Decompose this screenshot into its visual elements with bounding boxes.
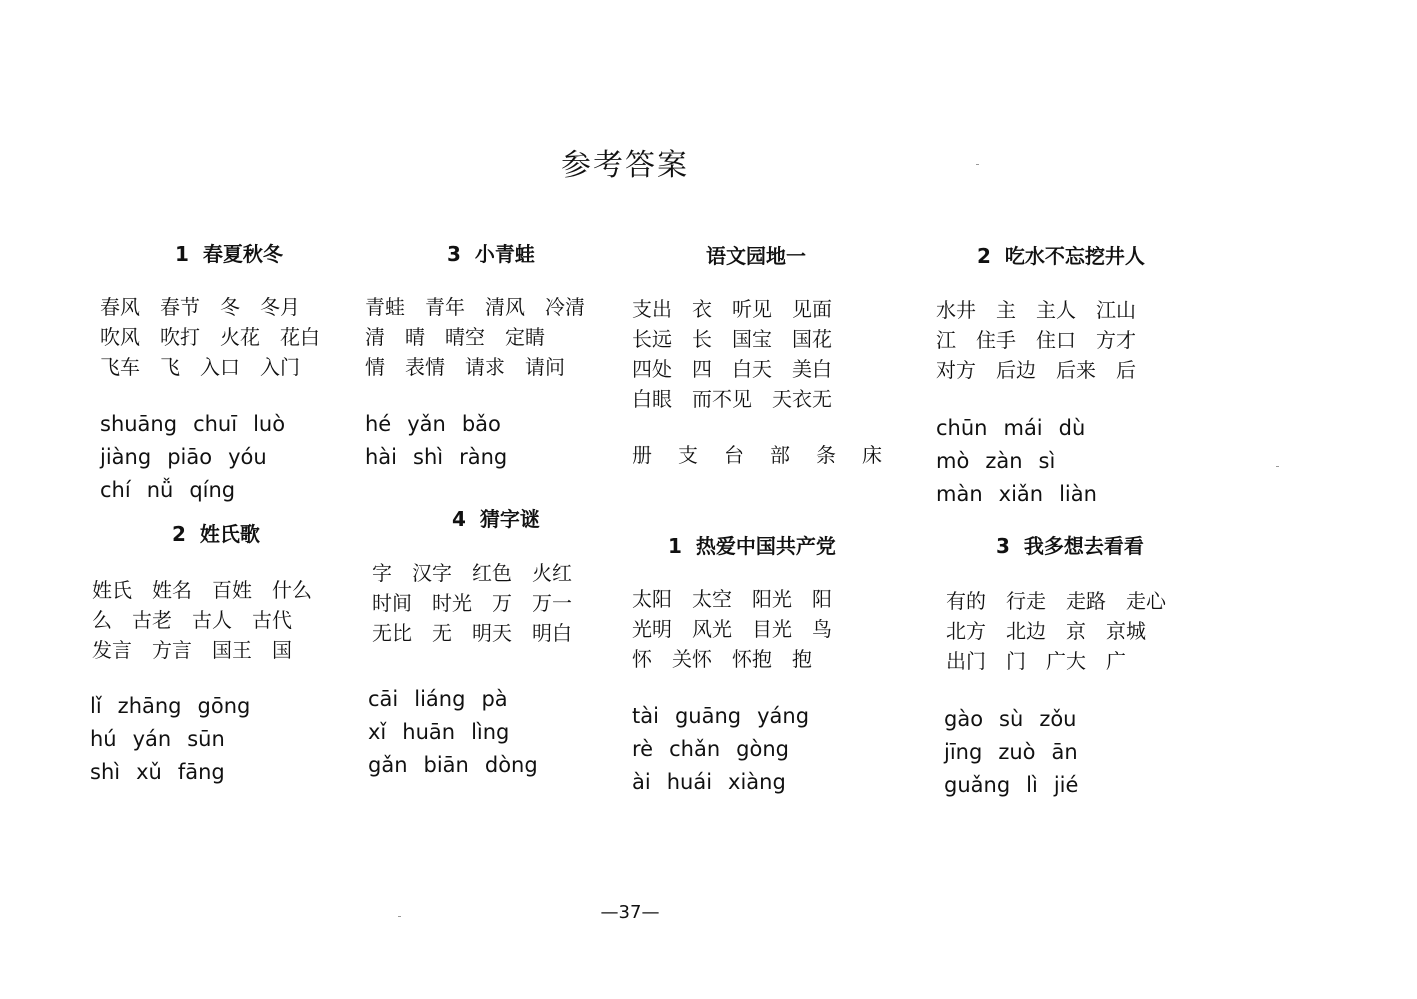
word-item: 明白	[532, 621, 572, 645]
word-item: 江山	[1096, 298, 1136, 322]
word-item: 住口	[1036, 328, 1076, 352]
pinyin-item: chí	[100, 478, 131, 502]
word-item: 广	[1106, 649, 1126, 673]
pinyin-item: hú	[90, 727, 117, 751]
section-number: 4	[452, 507, 466, 531]
section-title: 姓氏歌	[199, 522, 260, 546]
pinyin-item: piāo	[167, 445, 213, 469]
word-item: 四	[692, 357, 712, 381]
word-item: 青蛙	[365, 295, 405, 319]
word-item: 后来	[1056, 358, 1096, 382]
word-item: 鸟	[812, 617, 832, 641]
word-item: 天衣无	[772, 387, 832, 411]
word-item: 出门	[946, 649, 986, 673]
word-item: 行走	[1006, 589, 1046, 613]
pinyin-item: shì	[90, 760, 121, 784]
word-item: 清风	[485, 295, 525, 319]
pinyin-list	[90, 690, 266, 789]
section-title: 春夏秋冬	[202, 242, 283, 266]
section-heading	[996, 530, 1144, 559]
pinyin-row	[100, 474, 301, 507]
word-item: 么	[92, 608, 112, 632]
pinyin-row	[632, 733, 825, 766]
word-item: 明天	[472, 621, 512, 645]
word-item: 阳光	[752, 587, 792, 611]
pinyin-item: hài	[365, 445, 398, 469]
pinyin-row	[936, 478, 1113, 511]
word-item: 条	[816, 443, 836, 467]
section-title: 吃水不忘挖井人	[1004, 244, 1145, 268]
section-number: 3	[996, 534, 1010, 558]
word-row	[632, 584, 852, 614]
word-item: 青年	[425, 295, 465, 319]
word-item: 阳	[812, 587, 832, 611]
pinyin-item: tài	[632, 704, 659, 728]
word-item: 古老	[132, 608, 172, 632]
word-item: 春风	[100, 295, 140, 319]
word-item: 无比	[372, 621, 412, 645]
word-row	[372, 618, 592, 648]
word-item: 汉字	[412, 561, 452, 585]
pinyin-item: cāi	[368, 687, 399, 711]
word-row	[632, 384, 852, 414]
pinyin-item: rè	[632, 737, 654, 761]
pinyin-list	[365, 408, 523, 474]
word-item: 字	[372, 561, 392, 585]
word-item: 怀	[632, 647, 652, 671]
word-row	[365, 322, 605, 352]
word-item: 床	[862, 443, 882, 467]
pinyin-item: yán	[132, 727, 172, 751]
pinyin-list	[632, 700, 825, 799]
pinyin-row	[90, 756, 266, 789]
word-row	[92, 635, 332, 665]
word-row	[946, 586, 1186, 616]
pinyin-item: jiàng	[100, 445, 152, 469]
word-item: 时间	[372, 591, 412, 615]
word-item: 飞	[160, 355, 180, 379]
word-row	[632, 440, 908, 470]
pinyin-item: lì	[1026, 773, 1038, 797]
word-row	[632, 324, 852, 354]
pinyin-item: mò	[936, 449, 970, 473]
word-row	[632, 294, 852, 324]
word-item: 吹风	[100, 325, 140, 349]
word-item: 怀抱	[732, 647, 772, 671]
word-list	[946, 586, 1186, 676]
pinyin-item: chuī	[193, 412, 238, 436]
pinyin-row	[936, 412, 1113, 445]
word-row	[946, 616, 1186, 646]
word-row	[100, 352, 340, 382]
page-number: —37—	[600, 902, 660, 923]
section-title: 猜字谜	[479, 507, 540, 531]
pinyin-item: huān	[402, 720, 456, 744]
pinyin-item: yǎn	[407, 412, 446, 436]
word-item: 有的	[946, 589, 986, 613]
word-item: 入门	[260, 355, 300, 379]
word-item: 情	[365, 355, 385, 379]
word-item: 京	[1066, 619, 1086, 643]
section-heading	[447, 238, 535, 267]
pinyin-list	[100, 408, 301, 507]
word-item: 走路	[1066, 589, 1106, 613]
word-item: 万	[492, 591, 512, 615]
word-row	[946, 646, 1186, 676]
pinyin-item: hé	[365, 412, 392, 436]
word-item: 冬	[220, 295, 240, 319]
section-heading	[668, 530, 836, 559]
word-item: 国王	[212, 638, 252, 662]
word-item: 太空	[692, 587, 732, 611]
word-item: 住手	[976, 328, 1016, 352]
section-number: 2	[977, 244, 991, 268]
section-heading	[452, 503, 540, 532]
word-item: 火红	[532, 561, 572, 585]
word-item: 冬月	[260, 295, 300, 319]
section-title: 语文园地一	[706, 244, 806, 268]
word-item: 台	[724, 443, 744, 467]
pinyin-item: fāng	[177, 760, 225, 784]
word-list	[365, 292, 605, 382]
section-number: 1	[175, 242, 189, 266]
pinyin-item: gǎn	[368, 753, 408, 777]
word-item: 京城	[1106, 619, 1146, 643]
section-number: 3	[447, 242, 461, 266]
pinyin-row	[368, 716, 554, 749]
pinyin-item: xǔ	[136, 760, 162, 784]
word-item: 四处	[632, 357, 672, 381]
pinyin-list	[368, 683, 554, 782]
section-heading	[175, 238, 283, 267]
word-item: 时光	[432, 591, 472, 615]
pinyin-item: huái	[666, 770, 713, 794]
word-list	[632, 584, 852, 674]
word-item: 定睛	[505, 325, 545, 349]
scan-speck	[976, 164, 979, 165]
section-title: 热爱中国共产党	[695, 534, 836, 558]
pinyin-item: ài	[632, 770, 651, 794]
pinyin-item: shuāng	[100, 412, 178, 436]
pinyin-item: zhāng	[117, 694, 182, 718]
pinyin-item: chūn	[936, 416, 988, 440]
word-item: 北方	[946, 619, 986, 643]
word-list	[936, 295, 1156, 385]
pinyin-row	[944, 703, 1094, 736]
section-number: 2	[172, 522, 186, 546]
word-item: 走心	[1126, 589, 1166, 613]
word-row	[365, 352, 605, 382]
word-row	[936, 355, 1156, 385]
word-row	[92, 575, 332, 605]
pinyin-row	[632, 766, 825, 799]
pinyin-item: gōng	[197, 694, 251, 718]
word-item: 听见	[732, 297, 772, 321]
word-row	[936, 295, 1156, 325]
pinyin-item: chǎn	[669, 737, 721, 761]
word-item: 光明	[632, 617, 672, 641]
pinyin-item: bǎo	[461, 412, 501, 436]
pinyin-item: mái	[1003, 416, 1043, 440]
pinyin-item: xiǎn	[998, 482, 1044, 506]
pinyin-row	[90, 690, 266, 723]
word-item: 表情	[405, 355, 445, 379]
word-item: 门	[1006, 649, 1026, 673]
word-list	[100, 292, 340, 382]
word-item: 晴	[405, 325, 425, 349]
pinyin-item: sù	[999, 707, 1024, 731]
section-heading	[977, 240, 1145, 269]
pinyin-item: jié	[1053, 773, 1079, 797]
word-item: 百姓	[212, 578, 252, 602]
word-row	[632, 354, 852, 384]
pinyin-item: dù	[1058, 416, 1086, 440]
pinyin-item: sūn	[187, 727, 225, 751]
word-item: 长远	[632, 327, 672, 351]
pinyin-item: yáng	[757, 704, 810, 728]
pinyin-row	[944, 736, 1094, 769]
word-item: 白天	[732, 357, 772, 381]
word-item: 抱	[792, 647, 812, 671]
word-item: 古代	[252, 608, 292, 632]
pinyin-item: guāng	[674, 704, 742, 728]
pinyin-item: guǎng	[944, 773, 1011, 797]
pinyin-row	[936, 445, 1113, 478]
scan-speck	[1276, 466, 1279, 467]
word-item: 关怀	[672, 647, 712, 671]
word-item: 支	[678, 443, 698, 467]
word-item: 发言	[92, 638, 132, 662]
section-heading	[706, 240, 806, 269]
pinyin-row	[368, 749, 554, 782]
pinyin-item: dòng	[484, 753, 538, 777]
word-item: 册	[632, 443, 652, 467]
pinyin-item: pà	[481, 687, 508, 711]
word-item: 清	[365, 325, 385, 349]
pinyin-item: liáng	[414, 687, 466, 711]
word-item: 请求	[465, 355, 505, 379]
pinyin-item: zǒu	[1039, 707, 1077, 731]
section-heading	[172, 518, 260, 547]
word-item: 水井	[936, 298, 976, 322]
word-item: 北边	[1006, 619, 1046, 643]
word-item: 主人	[1036, 298, 1076, 322]
pinyin-item: biān	[423, 753, 469, 777]
word-item: 姓名	[152, 578, 192, 602]
single-character-list	[632, 440, 908, 470]
pinyin-item: màn	[936, 482, 983, 506]
pinyin-row	[365, 408, 523, 441]
word-item: 风光	[692, 617, 732, 641]
pinyin-row	[365, 441, 523, 474]
pinyin-list	[936, 412, 1113, 511]
word-item: 方言	[152, 638, 192, 662]
word-item: 部	[770, 443, 790, 467]
word-item: 广大	[1046, 649, 1086, 673]
word-item: 入口	[200, 355, 240, 379]
word-item: 江	[936, 328, 956, 352]
word-item: 火花	[220, 325, 260, 349]
section-title: 我多想去看看	[1023, 534, 1144, 558]
word-item: 晴空	[445, 325, 485, 349]
word-item: 而不见	[692, 387, 752, 411]
pinyin-item: lìng	[471, 720, 510, 744]
pinyin-row	[632, 700, 825, 733]
word-item: 后	[1116, 358, 1136, 382]
word-list	[632, 294, 852, 414]
word-item: 飞车	[100, 355, 140, 379]
pinyin-item: lǐ	[90, 694, 102, 718]
pinyin-item: jīng	[944, 740, 983, 764]
pinyin-row	[100, 408, 301, 441]
pinyin-item: gòng	[736, 737, 789, 761]
word-item: 支出	[632, 297, 672, 321]
pinyin-item: shì	[413, 445, 444, 469]
pinyin-item: xiàng	[728, 770, 786, 794]
word-item: 国	[272, 638, 292, 662]
word-item: 美白	[792, 357, 832, 381]
pinyin-item: nǚ	[146, 478, 174, 502]
word-item: 国花	[792, 327, 832, 351]
word-row	[365, 292, 605, 322]
word-item: 红色	[472, 561, 512, 585]
word-row	[372, 558, 592, 588]
pinyin-row	[100, 441, 301, 474]
word-item: 见面	[792, 297, 832, 321]
pinyin-item: sì	[1038, 449, 1056, 473]
word-item: 花白	[280, 325, 320, 349]
pinyin-item: xǐ	[368, 720, 387, 744]
word-item: 万一	[532, 591, 572, 615]
pinyin-row	[944, 769, 1094, 802]
word-item: 什么	[272, 578, 312, 602]
word-row	[632, 614, 852, 644]
word-row	[372, 588, 592, 618]
word-row	[100, 322, 340, 352]
pinyin-item: qíng	[189, 478, 236, 502]
word-item: 冷清	[545, 295, 585, 319]
page-title: 参考答案	[561, 148, 689, 183]
pinyin-item: ràng	[459, 445, 508, 469]
pinyin-item: luò	[253, 412, 286, 436]
word-item: 请问	[525, 355, 565, 379]
section-title: 小青蛙	[474, 242, 535, 266]
pinyin-item: ān	[1051, 740, 1078, 764]
pinyin-row	[368, 683, 554, 716]
pinyin-item: gào	[944, 707, 984, 731]
word-item: 国宝	[732, 327, 772, 351]
word-item: 长	[692, 327, 712, 351]
pinyin-item: yóu	[228, 445, 267, 469]
scan-speck	[398, 916, 401, 917]
word-item: 姓氏	[92, 578, 132, 602]
word-item: 无	[432, 621, 452, 645]
word-list	[372, 558, 592, 648]
word-item: 目光	[752, 617, 792, 641]
pinyin-item: liàn	[1059, 482, 1097, 506]
pinyin-list	[944, 703, 1094, 802]
word-item: 春节	[160, 295, 200, 319]
word-row	[632, 644, 852, 674]
pinyin-item: zàn	[985, 449, 1023, 473]
word-item: 衣	[692, 297, 712, 321]
pinyin-item: zuò	[998, 740, 1036, 764]
word-item: 主	[996, 298, 1016, 322]
word-list	[92, 575, 332, 665]
word-item: 后边	[996, 358, 1036, 382]
section-number: 1	[668, 534, 682, 558]
word-item: 古人	[192, 608, 232, 632]
word-row	[936, 325, 1156, 355]
word-item: 对方	[936, 358, 976, 382]
word-item: 吹打	[160, 325, 200, 349]
word-item: 方才	[1096, 328, 1136, 352]
word-item: 白眼	[632, 387, 672, 411]
word-row	[100, 292, 340, 322]
word-row	[92, 605, 332, 635]
pinyin-row	[90, 723, 266, 756]
word-item: 太阳	[632, 587, 672, 611]
